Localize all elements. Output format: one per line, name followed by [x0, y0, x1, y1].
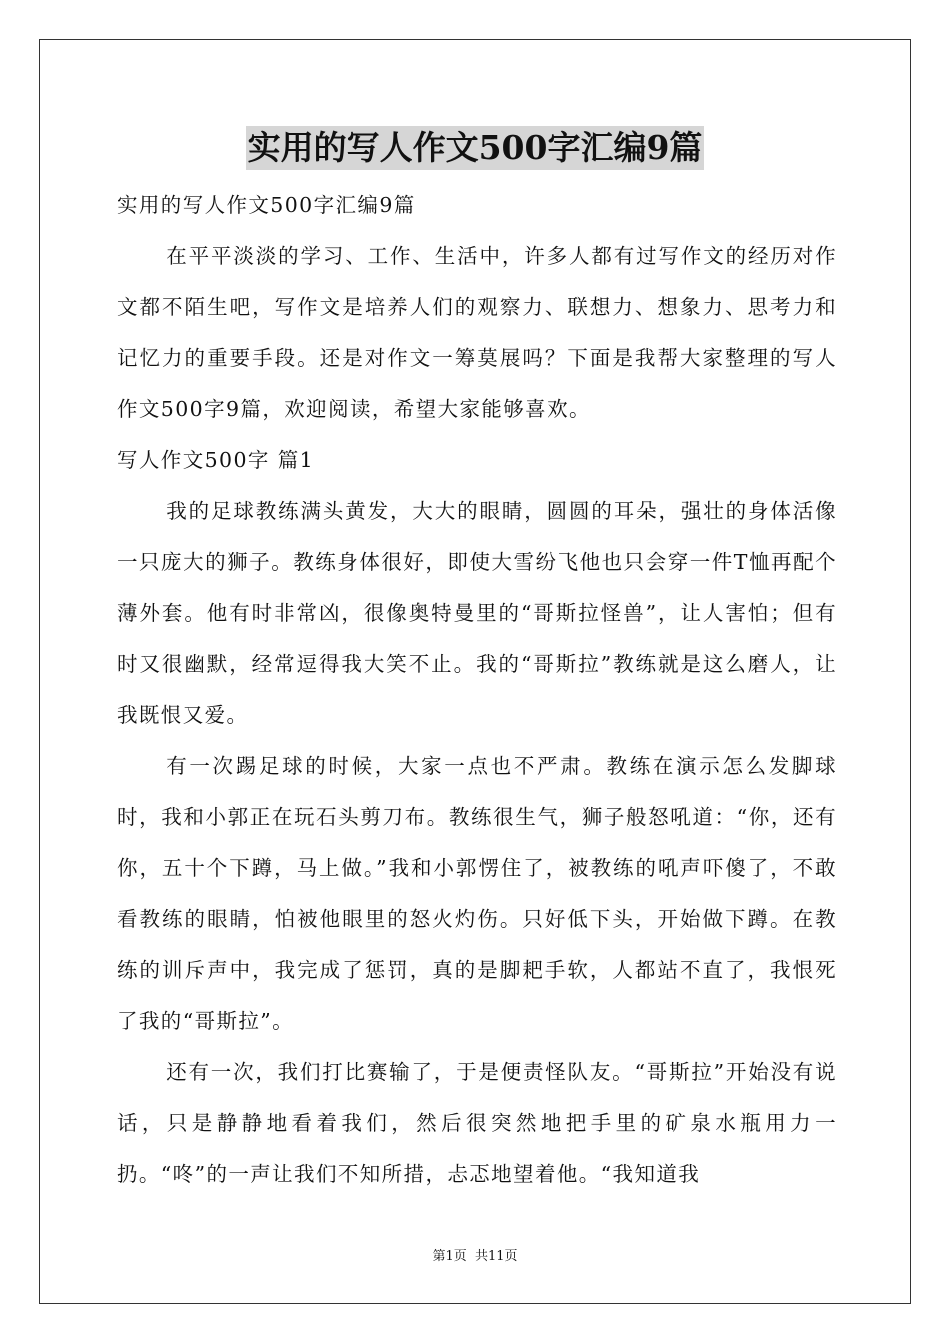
document-subtitle: 实用的写人作文500字汇编9篇 [117, 193, 416, 217]
paragraph-intro: 在平平淡淡的学习、工作、生活中，许多人都有过写作文的经历对作文都不陌生吧，写作文是培养人们的观察力、联想力、想象力、思考力和记忆力的重要手段。还是对作文一筹莫展吗？下面是我帮大家整理的写人作文500字9篇，欢迎阅读，希望大家能够喜欢。 [117, 244, 837, 421]
title-container [0, 126, 950, 170]
document-title: 实用的写人作文500字汇编9篇 [246, 126, 705, 170]
paragraph: 有一次踢足球的时候，大家一点也不严肃。教练在演示怎么发脚球时，我和小郭正在玩石头剪刀布。教练很生气，狮子般怒吼道：“你，还有你，五十个下蹲，马上做。”我和小郭愣住了，被教练的吼声吓傻了，不敢看教练的眼睛，怕被他眼里的怒火灼伤。只好低下头，开始做下蹲。在教练的训斥声中，我完成了惩罚，真的是脚耙手软，人都站不直了，我恨死了我的“哥斯拉”。 [117, 754, 837, 1033]
paragraph: 还有一次，我们打比赛输了，于是便责怪队友。“哥斯拉”开始没有说话，只是静静地看着我们，然后很突然地把手里的矿泉水瓶用力一扔。“咚”的一声让我们不知所措，忐忑地望着他。“我知道我 [117, 1060, 837, 1186]
document-body [117, 180, 837, 1200]
page-number: 第1页 [432, 1249, 467, 1264]
paragraph: 我的足球教练满头黄发，大大的眼睛，圆圆的耳朵，强壮的身体活像一只庞大的狮子。教练身体很好，即使大雪纷飞他也只会穿一件T恤再配个薄外套。他有时非常凶，很像奥特曼里的“哥斯拉怪兽”，让人害怕；但有时又很幽默，经常逗得我大笑不止。我的“哥斯拉”教练就是这么磨人，让我既恨又爱。 [117, 499, 837, 727]
total-pages: 共11页 [474, 1249, 518, 1264]
section-heading: 写人作文500字 篇1 [117, 448, 315, 472]
page-footer [0, 1248, 950, 1266]
